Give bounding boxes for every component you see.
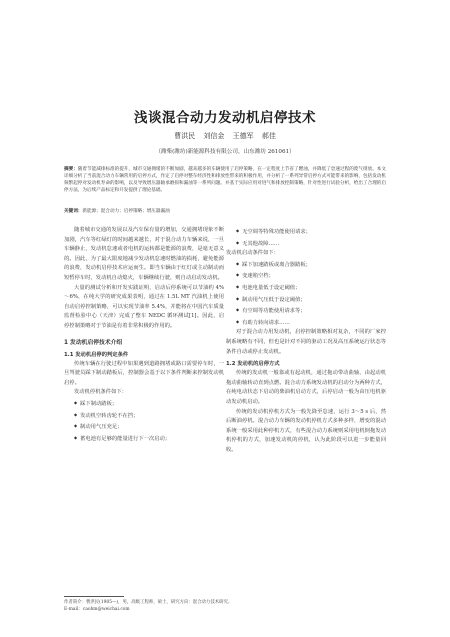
bullet-item: ◆ 变速箱空档；	[226, 270, 386, 282]
bullet-item: ◆ 踩下加速踏板或离合器踏板；	[226, 259, 386, 271]
body-paragraph: 发动机停机条件如下：	[74, 389, 127, 396]
bullet-item: ◆ 有空调等功能使用请求等；	[226, 305, 386, 317]
bullet-item: ◆ 无其他故障……	[226, 238, 386, 250]
bullet-item: ◆ 无空调等特殊功能使用请求；	[226, 226, 386, 238]
subsection-heading: 1.1 发动机启停的判定条件	[64, 351, 129, 358]
author-footnote: 作者简介：曹洪民(1985—)，男，高级工程师，硕士，研究方向：混合动力技术研究。 E-mail：caohm@weichai.com	[64, 600, 233, 612]
footnote-rule	[64, 596, 124, 597]
body-column-left	[64, 226, 224, 444]
subsection-heading: 1.2 发动机的启停方式	[226, 361, 280, 368]
body-paragraph: 对于混合动力用发动机，启停控制策略相对复杂，不同的厂家控制系统略有不同，但也是针对不同的驱动工况及高压系统运行状态等条件自动或停止发动机。	[226, 329, 386, 355]
bullet-item: ◆ 蓄电池有足够的能量进行下一次启动；	[64, 433, 224, 445]
keywords-text: 新能源；混合动力；启停策略；增压器漏油	[82, 209, 170, 214]
bullet-item: ◆ 制动用气压低于设定阈值；	[226, 294, 386, 306]
bullet-item: ◆ 电池电量低于设定阈值；	[226, 282, 386, 294]
body-paragraph: 大量的测试分析和开发实践证明，启动后停系统可以节油约 4%～6%，在纯大学的研究成果表明，通过在 1.5L MT 汽油机上使用自动启停控制策略，可以实现节油率 5.4%，并能将在中国汽车质量监督检验中心（天津）完成了整车 NEDC 循环测试[1]。因此，启停控制策略对于节油是有着非常积极的作用的。	[64, 284, 224, 329]
body-column-right	[226, 226, 386, 455]
bullet-item: ◆ 有助力转向请求……	[226, 317, 386, 329]
abstract-text: 随着节能减排标准的提升，城市交通拥堵的不断加剧，越来越多的车辆使用了启停策略，在一定程度上节省了燃油，并降低了怠速过程的废气排放。本文详细分析了当前混合动力车辆常用的启停方式，作定了启停对整车经济性和排放性带来的积极作用，并分析了一系列异常启停方式可能带来的影响，包括发动机频繁起停对发动机寿命的影响，以及导致增压器轴承磨损和漏油等一系列问题。并基于实际应用对进气和排放控制策略，针对性进行试验分析，给出了合理的启停方法，为后续产品标定和开发提供了理论基础。	[64, 167, 386, 193]
paper-title: 浅谈混合动力发动机启停技术	[134, 110, 316, 126]
paper-affiliation: （潍柴(潍坊)新能源科技有限公司，山东潍坊 261061）	[155, 149, 295, 155]
body-paragraph: 随着城市交通的发展以及汽车保有量的增加，交通拥堵现象不断加剧，汽车等红绿灯的时间越来越长，对于混合动力车辆来说，一旦车辆静止，发动机怠速或者电机的运转都是能源的浪费，是毫无意义的。因此，为了最大限度地减少发动机怠速时燃油的损耗，避免能源的浪费，发动机启停技术应运而生。即当车辆由于红灯或主动制动而短暂停车时，发动机自动熄火，车辆继续行驶，则自动启动发动机。	[64, 227, 224, 281]
paper-authors: 曹洪民 刘信金 王德军 郝佳	[174, 132, 276, 140]
abstract-block	[64, 166, 386, 194]
bullet-item: ◆ 发动机空转齿轮不在挡；	[64, 410, 224, 422]
abstract-label: 摘要：	[64, 167, 78, 172]
bullet-item: ◆ 制动用气压充足；	[64, 421, 224, 433]
body-paragraph: 传统的发动机停机方式为一般先降至怠速，运行 3～5 s 后，然后断油停机。混合动力车辆的发动机停机方式多种多样，增变的混动系统一般采用此种停机方式，有些混合动力系统则采用电机倒拖发动机停机的方式，加速发动机的停机，认为此阶段可以进一步能量回收。	[226, 408, 386, 453]
section-heading: 1 发动机启停技术介绍	[64, 339, 123, 346]
bullet-item: ◆ 踩下制动踏板；	[64, 398, 224, 410]
body-paragraph: 传统车辆在行驶过程中如果遇到道路拥堵或路口需要停车时，一旦驾驶员踩下制动踏板后，控制器会基于以下条件判断来控制发动机启停。	[64, 360, 224, 386]
keywords-block	[64, 208, 386, 215]
keywords-label: 关键词：	[64, 209, 83, 214]
body-paragraph: 发动机启动条件如下：	[226, 250, 279, 257]
body-paragraph: 传统的发动机一般靠或有起动机，通过拖动带动曲轴，由起动机拖动曲轴转动直到点燃。混合动力系统发动机的启动分为两种方式，在纯电动状态下启动的柴油机启动方式，后停启动一般为由压电机驱动发动机启动。	[226, 370, 386, 405]
